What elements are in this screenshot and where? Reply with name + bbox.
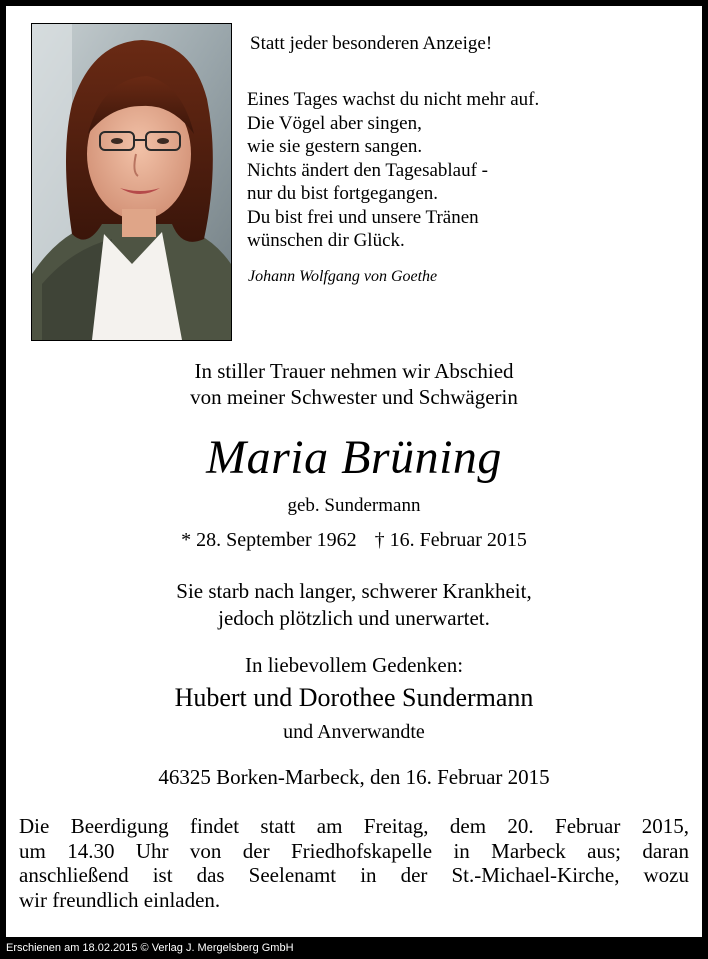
deceased-name: Maria Brüning bbox=[206, 431, 502, 484]
poem bbox=[247, 88, 539, 253]
intro-line: Statt jeder besonderen Anzeige! bbox=[250, 33, 493, 54]
poem-line: wünschen dir Glück. bbox=[247, 230, 405, 251]
portrait-image bbox=[32, 24, 231, 340]
death-line: jedoch plötzlich und unerwartet. bbox=[218, 606, 490, 630]
poem-line: nur du bist fortgegangen. bbox=[247, 183, 439, 204]
portrait-photo bbox=[31, 23, 232, 341]
poem-line: Die Vögel aber singen, bbox=[247, 112, 422, 134]
publication-footer: Erschienen am 18.02.2015 © Verlag J. Mergelsberg GmbH bbox=[6, 942, 294, 954]
relatives-line: und Anverwandte bbox=[283, 721, 425, 743]
mourning-line: von meiner Schwester und Schwägerin bbox=[190, 385, 518, 409]
mourning-line: In stiller Trauer nehmen wir Abschied bbox=[194, 359, 514, 383]
funeral-line: wir freundlich einladen. bbox=[19, 887, 221, 912]
funeral-line: Die Beerdigung findet statt am Freitag, dem 20. Februar 2015, bbox=[19, 814, 689, 838]
poem-line: wie sie gestern sangen. bbox=[247, 136, 423, 157]
funeral-line: anschließend ist das Seelenamt in der St.-Michael-Kirche, wozu bbox=[19, 863, 689, 887]
place-date: 46325 Borken-Marbeck, den 16. Februar 2015 bbox=[158, 765, 550, 789]
poem-line: Du bist frei und unsere Tränen bbox=[247, 206, 479, 228]
poem-author: Johann Wolfgang von Goethe bbox=[248, 268, 438, 285]
life-dates bbox=[6, 528, 702, 552]
funeral-details bbox=[19, 814, 689, 912]
death-line: Sie starb nach langer, schwerer Krankheit, bbox=[176, 579, 532, 603]
poem-line: Nichts ändert den Tagesablauf - bbox=[247, 159, 489, 181]
mourning-text bbox=[6, 358, 702, 410]
death-date: † 16. Februar 2015 bbox=[374, 529, 527, 551]
funeral-line: um 14.30 Uhr von der Friedhofskapelle in Marbeck aus; daran bbox=[19, 838, 689, 863]
maiden-name: geb. Sundermann bbox=[287, 495, 421, 516]
death-circumstances bbox=[6, 578, 702, 632]
mourners-names: Hubert und Dorothee Sundermann bbox=[174, 683, 534, 712]
obituary-notice bbox=[6, 6, 702, 937]
memory-line: In liebevollem Gedenken: bbox=[244, 653, 464, 677]
poem-line: Eines Tages wachst du nicht mehr auf. bbox=[247, 89, 540, 110]
birth-date: * 28. September 1962 bbox=[181, 529, 357, 551]
